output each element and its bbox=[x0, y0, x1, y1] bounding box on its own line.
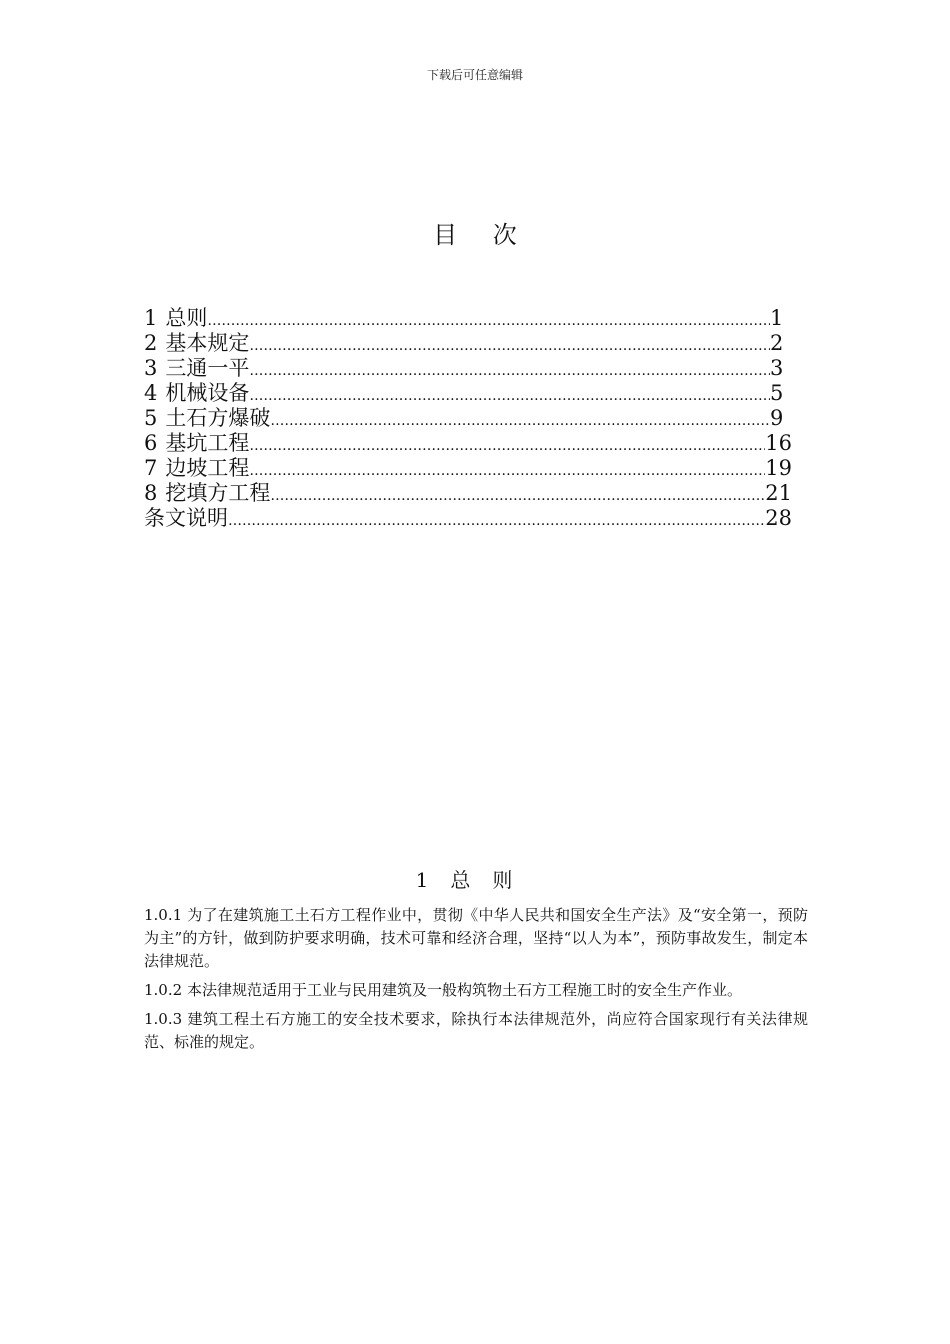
toc-entry-page: 9 bbox=[770, 406, 784, 430]
clause-number: 1.0.1 bbox=[144, 906, 183, 924]
toc-entry[interactable] bbox=[144, 356, 792, 381]
section-number: 1 bbox=[415, 868, 429, 892]
toc-entry-label: 边坡工程 bbox=[165, 456, 250, 480]
clause-paragraph bbox=[144, 1008, 808, 1054]
toc-entry-page: 21 bbox=[765, 481, 792, 505]
toc-entry-page: 16 bbox=[765, 431, 792, 455]
clause-paragraph bbox=[144, 904, 808, 973]
toc-entry-page: 2 bbox=[770, 331, 784, 355]
toc-dot-leader bbox=[249, 459, 765, 481]
toc-entry-label: 土石方爆破 bbox=[165, 406, 271, 430]
toc-dot-leader bbox=[207, 309, 770, 331]
toc-entry[interactable] bbox=[144, 406, 792, 431]
toc-entry[interactable] bbox=[144, 456, 792, 481]
toc-dot-leader bbox=[270, 484, 765, 506]
toc-entry-label: 总则 bbox=[165, 306, 208, 330]
toc-dot-leader bbox=[249, 384, 770, 406]
clause-number: 1.0.2 bbox=[144, 981, 183, 999]
toc-entry-number: 1 bbox=[144, 306, 158, 330]
toc-entry-page: 28 bbox=[765, 506, 792, 530]
toc-entry[interactable] bbox=[144, 381, 792, 406]
toc-entry-number: 3 bbox=[144, 356, 158, 380]
table-of-contents bbox=[144, 306, 792, 531]
section-heading bbox=[0, 864, 950, 893]
clause-text: 建筑工程土石方施工的安全技术要求，除执行本法律规范外，尚应符合国家现行有关法律规范、标准的规定。 bbox=[144, 1010, 808, 1051]
toc-dot-leader bbox=[249, 434, 765, 456]
toc-entry-number: 7 bbox=[144, 456, 158, 480]
toc-entry-number: 5 bbox=[144, 406, 158, 430]
section-title: 总则 bbox=[450, 868, 535, 892]
toc-entry-page: 1 bbox=[770, 306, 784, 330]
toc-entry[interactable] bbox=[144, 306, 792, 331]
toc-entry-label: 条文说明 bbox=[144, 506, 228, 530]
toc-entry-label: 挖填方工程 bbox=[165, 481, 271, 505]
toc-entry-page: 3 bbox=[770, 356, 784, 380]
section-body bbox=[144, 904, 808, 1060]
clause-number: 1.0.3 bbox=[144, 1010, 183, 1028]
toc-entry[interactable] bbox=[144, 506, 792, 531]
toc-dot-leader bbox=[249, 334, 770, 356]
clause-paragraph bbox=[144, 979, 808, 1002]
toc-entry-number: 2 bbox=[144, 331, 158, 355]
toc-entry[interactable] bbox=[144, 331, 792, 356]
header-note: 下载后可任意编辑 bbox=[426, 68, 523, 82]
toc-entry-number: 6 bbox=[144, 431, 158, 455]
clause-text: 本法律规范适用于工业与民用建筑及一般构筑物土石方工程施工时的安全生产作业。 bbox=[186, 981, 742, 999]
toc-dot-leader bbox=[228, 509, 765, 531]
toc-entry[interactable] bbox=[144, 431, 792, 456]
toc-dot-leader bbox=[249, 359, 770, 381]
toc-entry-page: 19 bbox=[765, 456, 792, 480]
toc-entry-label: 机械设备 bbox=[165, 381, 250, 405]
toc-entry[interactable] bbox=[144, 481, 792, 506]
clause-text: 为了在建筑施工土石方工程作业中，贯彻《中华人民共和国安全生产法》及“安全第一，预防为主”的方针，做到防护要求明确，技术可靠和经济合理，坚持“以人为本”，预防事故发生，制定本法律规范。 bbox=[144, 906, 808, 970]
toc-dot-leader bbox=[270, 409, 770, 431]
toc-entry-label: 三通一平 bbox=[165, 356, 250, 380]
toc-title: 目 次 bbox=[433, 221, 531, 249]
toc-entry-number: 8 bbox=[144, 481, 158, 505]
toc-entry-label: 基坑工程 bbox=[165, 431, 250, 455]
toc-entry-number: 4 bbox=[144, 381, 158, 405]
toc-entry-page: 5 bbox=[770, 381, 784, 405]
toc-entry-label: 基本规定 bbox=[165, 331, 250, 355]
